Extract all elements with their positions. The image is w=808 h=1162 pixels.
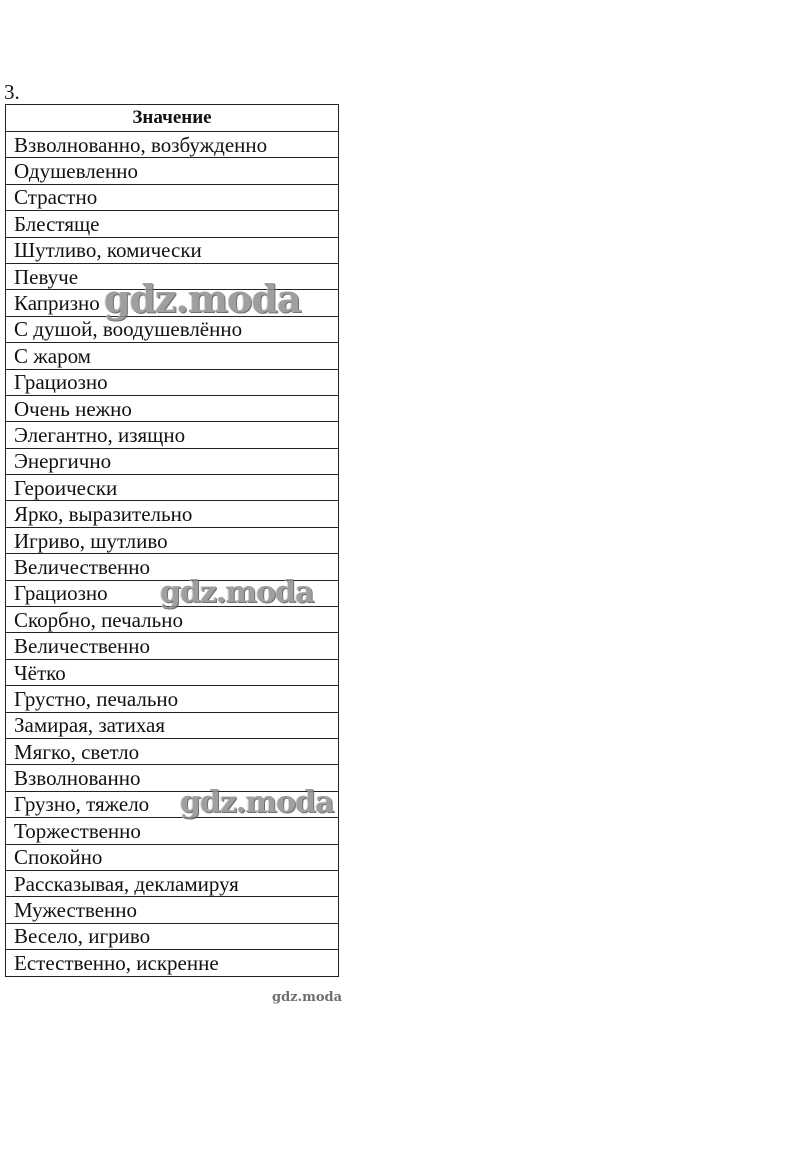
table-row	[6, 659, 339, 685]
table-cell: Одушевленно	[6, 158, 339, 184]
table-cell: Блестяще	[6, 211, 339, 237]
table-cell: Торжественно	[6, 818, 339, 844]
column-header-meaning: Значение	[6, 105, 339, 132]
table-cell: Грустно, печально	[6, 686, 339, 712]
table-row	[6, 132, 339, 158]
table-row	[6, 527, 339, 553]
table-header-row	[6, 105, 339, 132]
table-cell: Величественно	[6, 633, 339, 659]
table-row	[6, 554, 339, 580]
table-cell: Мягко, светло	[6, 738, 339, 764]
meaning-table	[5, 104, 339, 977]
watermark-logo: gdz.moda	[104, 276, 301, 321]
table-row	[6, 580, 339, 606]
watermark-logo: gdz.moda	[272, 990, 343, 1005]
table-row	[6, 263, 339, 289]
table-cell: Грузно, тяжело	[6, 791, 339, 817]
table-cell: Величественно	[6, 554, 339, 580]
table-cell: Спокойно	[6, 844, 339, 870]
table-cell: Энергично	[6, 448, 339, 474]
table-cell: Очень нежно	[6, 395, 339, 421]
table-cell: Элегантно, изящно	[6, 422, 339, 448]
table-row	[6, 369, 339, 395]
table-row	[6, 316, 339, 342]
table-row	[6, 897, 339, 923]
table-row	[6, 501, 339, 527]
table-row	[6, 686, 339, 712]
table-row	[6, 844, 339, 870]
table-row	[6, 448, 339, 474]
table-row	[6, 950, 339, 976]
table-cell: Ярко, выразительно	[6, 501, 339, 527]
table-cell: Игриво, шутливо	[6, 527, 339, 553]
table-row	[6, 818, 339, 844]
table-cell: Капризно	[6, 290, 339, 316]
table-cell: С душой, воодушевлённо	[6, 316, 339, 342]
table-row	[6, 290, 339, 316]
table-row	[6, 475, 339, 501]
table-row	[6, 211, 339, 237]
table-row	[6, 791, 339, 817]
table-cell: Шутливо, комически	[6, 237, 339, 263]
table-cell: Героически	[6, 475, 339, 501]
table-cell: Взволнованно	[6, 765, 339, 791]
table-cell: Певуче	[6, 263, 339, 289]
table-cell: Скорбно, печально	[6, 607, 339, 633]
table-row	[6, 395, 339, 421]
table-row	[6, 422, 339, 448]
table-row	[6, 158, 339, 184]
table-cell: Чётко	[6, 659, 339, 685]
table-cell: С жаром	[6, 343, 339, 369]
task-number: 3.	[4, 80, 20, 104]
table-cell: Рассказывая, декламируя	[6, 870, 339, 896]
table-row	[6, 237, 339, 263]
table-cell: Мужественно	[6, 897, 339, 923]
table-cell: Взволнованно, возбужденно	[6, 132, 339, 158]
table-row	[6, 765, 339, 791]
table-row	[6, 923, 339, 949]
watermark-logo: gdz.moda	[180, 785, 334, 820]
table-row	[6, 870, 339, 896]
table-cell: Страстно	[6, 184, 339, 210]
table-cell: Весело, игриво	[6, 923, 339, 949]
table-cell: Естественно, искренне	[6, 950, 339, 976]
watermark-logo: gdz.moda	[160, 575, 314, 610]
table-row	[6, 633, 339, 659]
table-row	[6, 184, 339, 210]
table-row	[6, 712, 339, 738]
table-row	[6, 343, 339, 369]
table-cell: Грациозно	[6, 580, 339, 606]
table-row	[6, 738, 339, 764]
table-cell: Замирая, затихая	[6, 712, 339, 738]
table-cell: Грациозно	[6, 369, 339, 395]
table-row	[6, 607, 339, 633]
